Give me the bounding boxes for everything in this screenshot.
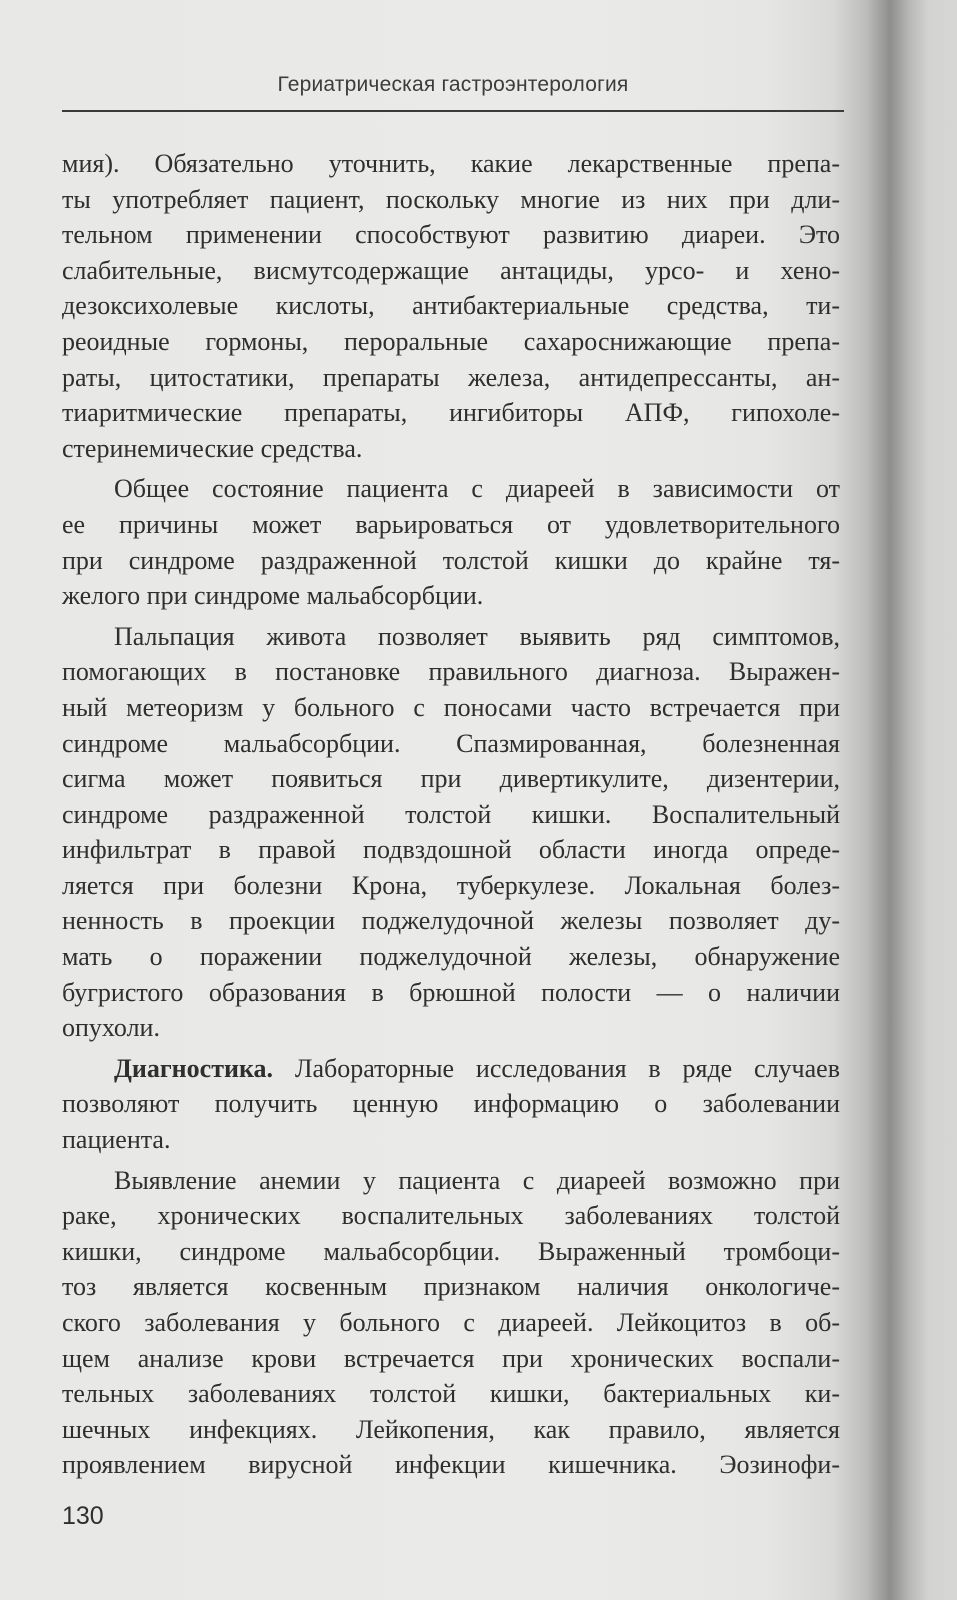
text-line: тиаритмические препараты, ингибиторы АПФ, гипохоле-	[62, 398, 840, 428]
paragraph-5	[62, 1163, 840, 1483]
text-line: опухоли.	[62, 1013, 160, 1043]
text-line: шечных инфекциях. Лейкопения, как правило, является	[62, 1414, 840, 1444]
text-line: пациента.	[62, 1125, 171, 1155]
text-line: проявлением вирусной инфекции кишечника. Эозинофи-	[62, 1450, 840, 1480]
header-rule	[62, 110, 844, 112]
text-line: раке, хронических воспалительных заболеваниях толстой	[62, 1201, 840, 1231]
paragraph-2	[62, 471, 840, 613]
text-line: помогающих в постановке правильного диагноза. Выражен-	[62, 657, 840, 687]
page-number: 130	[62, 1502, 104, 1530]
body-text	[62, 146, 840, 1488]
text-line: стеринемические средства.	[62, 433, 363, 463]
running-header: Гериатрическая гастроэнтерология	[277, 73, 629, 96]
text-line: кишки, синдроме мальабсорбции. Выраженный тромбоци-	[62, 1236, 840, 1266]
text-line: бугристого образования в брюшной полости — о наличии	[62, 977, 840, 1007]
text-line: ный метеоризм у больного с поносами часто встречается при	[62, 692, 840, 722]
text-line: ненность в проекции поджелудочной железы позволяет ду-	[62, 906, 840, 936]
paragraph-3	[62, 619, 840, 1046]
text-line: слабительные, висмутсодержащие антациды, урсо- и хено-	[62, 255, 840, 285]
text-line: мия). Обязательно уточнить, какие лекарственные препа-	[62, 149, 840, 178]
text-line: синдроме раздраженной толстой кишки. Воспалительный	[62, 799, 840, 829]
text-line: Выявление анемии у пациента с диареей возможно при	[114, 1165, 840, 1195]
text-line: щем анализе крови встречается при хронических воспали-	[62, 1343, 840, 1373]
text-line: при синдроме раздраженной толстой кишки до крайне тя-	[62, 545, 840, 575]
text-line: ляется при болезни Крона, туберкулезе. Локальная болез-	[62, 870, 840, 900]
text-line: раты, цитостатики, препараты железа, антидепрессанты, ан-	[62, 362, 840, 392]
text-line: синдроме мальабсорбции. Спазмированная, болезненная	[62, 728, 840, 758]
paragraph-diagnostics	[62, 1051, 840, 1158]
text-line: Пальпация живота позволяет выявить ряд симптомов,	[114, 621, 840, 651]
text-line: Общее состояние пациента с диареей в зависимости от	[114, 474, 840, 504]
text-run: Лабораторные исследования в ряде случаев	[273, 1053, 840, 1083]
text-line: инфильтрат в правой подвздошной области иногда опреде-	[62, 835, 840, 865]
text-line: ее причины может варьироваться от удовлетворительного	[62, 509, 840, 539]
text-line: ты употребляет пациент, поскольку многие из них при дли-	[62, 184, 840, 214]
paragraph-1	[62, 146, 840, 466]
text-line: дезоксихолевые кислоты, антибактериальные средства, ти-	[62, 291, 840, 321]
text-line: тоз является косвенным признаком наличия онкологиче-	[62, 1272, 840, 1302]
text-line: позволяют получить ценную информацию о заболевании	[62, 1089, 840, 1119]
text-line: сигма может появиться при дивертикулите, дизентерии,	[62, 764, 840, 794]
text-line: ского заболевания у больного с диареей. Лейкоцитоз в об-	[62, 1308, 840, 1337]
text-line: желого при синдроме мальабсорбции.	[62, 581, 484, 611]
text-line: тельном применении способствуют развитию диареи. Это	[62, 220, 840, 250]
text-line: реоидные гормоны, пероральные сахароснижающие препа-	[62, 326, 840, 356]
text-line: мать о поражении поджелудочной железы, обнаружение	[62, 942, 840, 972]
text-line	[62, 1051, 840, 1087]
text-line: тельных заболеваниях толстой кишки, бактериальных ки-	[62, 1379, 840, 1409]
section-lead: Диагностика.	[114, 1053, 274, 1083]
